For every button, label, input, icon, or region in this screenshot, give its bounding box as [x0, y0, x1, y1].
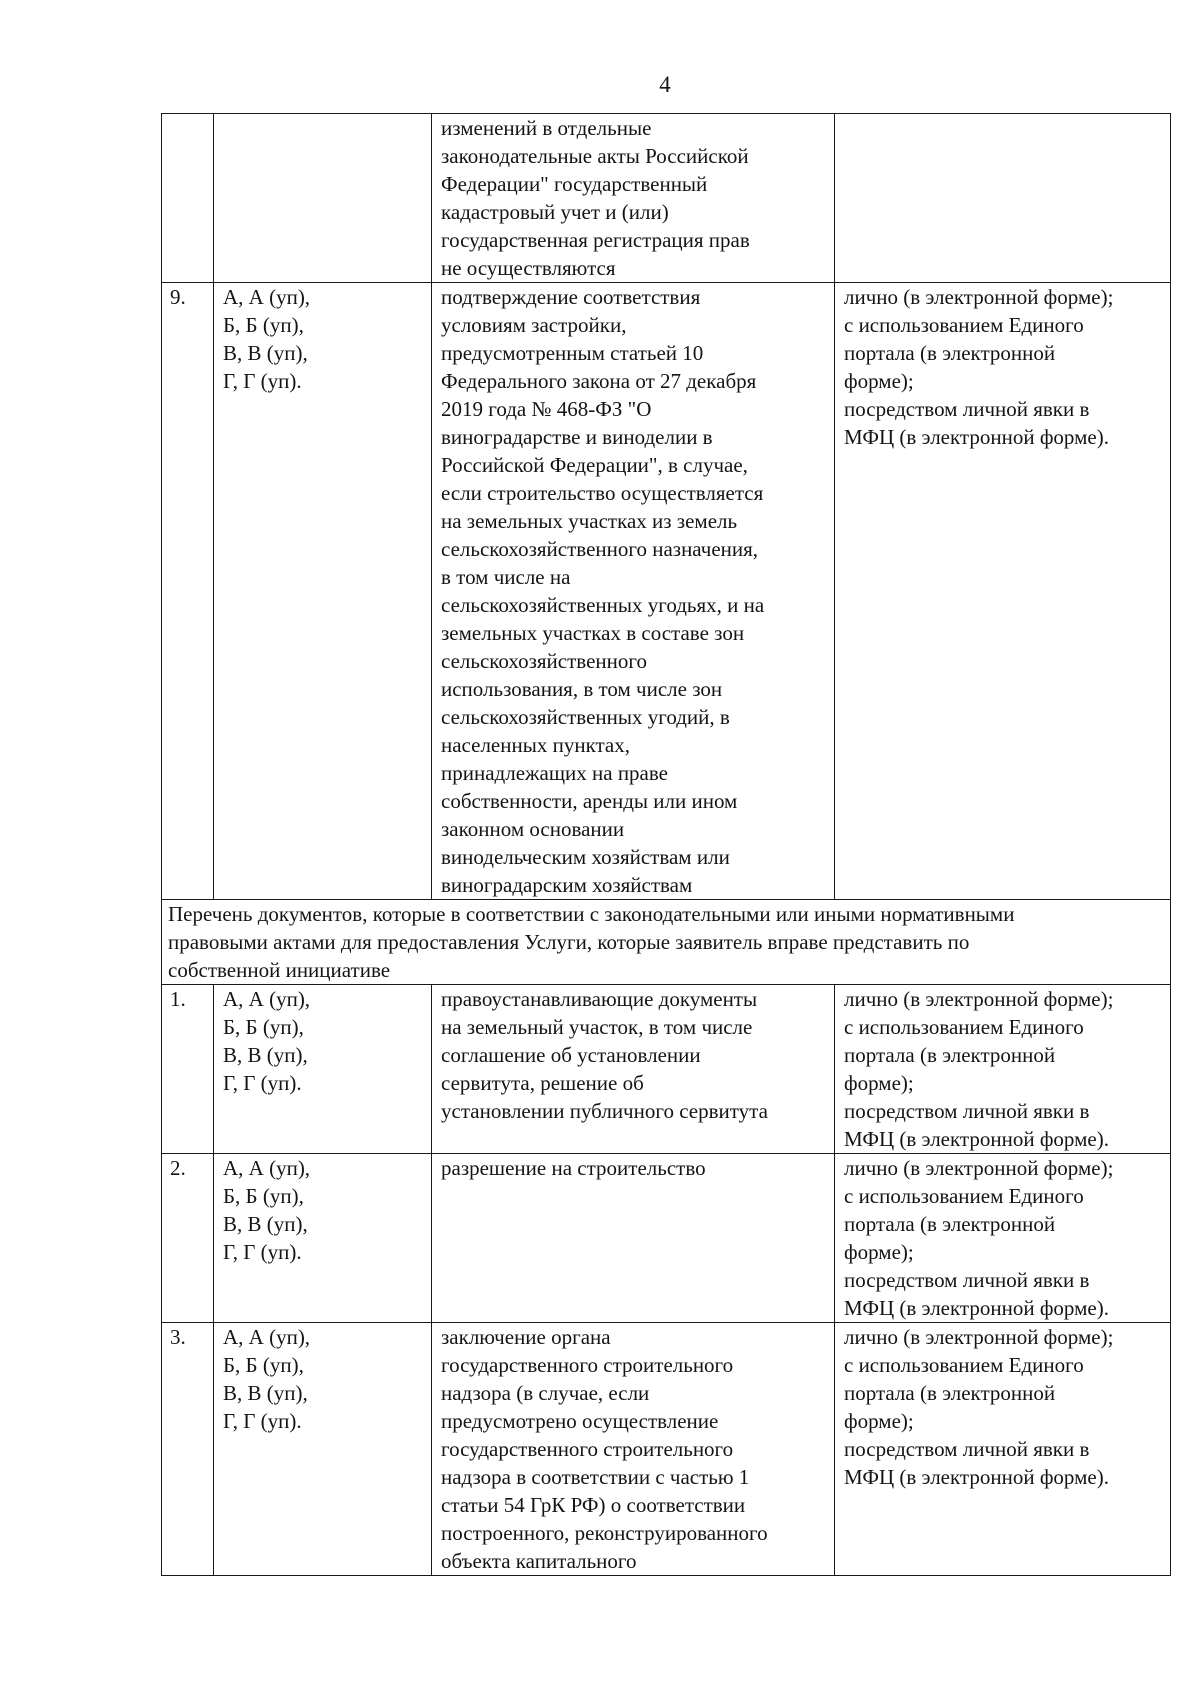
text-line: форме); — [844, 1240, 914, 1264]
text-line: правовыми актами для предоставления Услуги, которые заявитель вправе представить по — [168, 930, 970, 954]
text-line: правоустанавливающие документы — [441, 987, 758, 1011]
text-line: если строительство осуществляется — [441, 481, 764, 505]
text-line: в том числе на — [441, 565, 571, 589]
text-line: Федерального закона от 27 декабря — [441, 369, 757, 393]
text-line: МФЦ (в электронной форме). — [844, 1127, 1109, 1151]
text-line: В, В (уп), — [223, 341, 308, 365]
text-line: Перечень документов, которые в соответствии с законодательными или иными нормативными — [168, 902, 1015, 926]
text-line: МФЦ (в электронной форме). — [844, 425, 1109, 449]
text-line: предусмотренным статьей 10 — [441, 341, 704, 365]
table-row — [162, 283, 1171, 900]
text-line: объекта капитального — [441, 1549, 637, 1573]
text-line: В, В (уп), — [223, 1381, 308, 1405]
text-line: подтверждение соответствия — [441, 285, 701, 309]
submission-method-cell — [835, 1323, 1171, 1576]
text-line: Российской Федерации", в случае, — [441, 453, 748, 477]
text-line: государственного строительного — [441, 1353, 734, 1377]
text-line: земельных участках в составе зон — [441, 621, 745, 645]
text-line: заключение органа — [441, 1325, 611, 1349]
table-row — [162, 985, 1171, 1154]
text-line: портала (в электронной — [844, 1381, 1056, 1405]
text-line: использования, в том числе зон — [441, 677, 723, 701]
text-line: 2019 года № 468-ФЗ "О — [441, 397, 652, 421]
table-row — [162, 1323, 1171, 1576]
text-line: виноградарским хозяйствам — [441, 873, 693, 897]
text-line: Г, Г (уп). — [223, 1240, 302, 1264]
text-line: разрешение на строительство — [441, 1156, 706, 1180]
text-line: форме); — [844, 1409, 914, 1433]
text-line: МФЦ (в электронной форме). — [844, 1296, 1109, 1320]
text-line: надзора (в случае, если — [441, 1381, 650, 1405]
text-line: кадастровый учет и (или) — [441, 200, 669, 224]
text-line: соглашение об установлении — [441, 1043, 701, 1067]
applicants-cell — [214, 283, 432, 900]
text-line: законном основании — [441, 817, 625, 841]
text-line: Г, Г (уп). — [223, 1071, 302, 1095]
text-line: посредством личной явки в — [844, 397, 1090, 421]
text-line: форме); — [844, 369, 914, 393]
text-line: Б, Б (уп), — [223, 313, 304, 337]
submission-method-cell — [835, 985, 1171, 1154]
text-line: Б, Б (уп), — [223, 1015, 304, 1039]
text-line: статьи 54 ГрК РФ) о соответствии — [441, 1493, 746, 1517]
section-header-row — [162, 900, 1171, 985]
text-line: не осуществляются — [441, 256, 616, 280]
text-line: собственной инициативе — [168, 958, 391, 982]
text-line: государственная регистрация прав — [441, 228, 750, 252]
text-line: Б, Б (уп), — [223, 1353, 304, 1377]
applicants-cell — [214, 114, 432, 283]
text-line: законодательные акты Российской — [441, 144, 749, 168]
applicants-cell — [214, 1154, 432, 1323]
text-line: виноградарстве и виноделии в — [441, 425, 713, 449]
text-line: с использованием Единого — [844, 1015, 1084, 1039]
text-line: сервитута, решение об — [441, 1071, 644, 1095]
table-row — [162, 114, 1171, 283]
text-line: портала (в электронной — [844, 341, 1056, 365]
row-number-cell: 2. — [162, 1154, 214, 1323]
text-line: лично (в электронной форме); — [844, 1325, 1114, 1349]
text-line: лично (в электронной форме); — [844, 1156, 1114, 1180]
text-line: посредством личной явки в — [844, 1437, 1090, 1461]
text-line: построенного, реконструированного — [441, 1521, 768, 1545]
text-line: форме); — [844, 1071, 914, 1095]
text-line: Г, Г (уп). — [223, 369, 302, 393]
text-line: МФЦ (в электронной форме). — [844, 1465, 1109, 1489]
document-cell — [432, 114, 835, 283]
text-line: лично (в электронной форме); — [844, 285, 1114, 309]
text-line: В, В (уп), — [223, 1212, 308, 1236]
documents-table — [161, 113, 1171, 1576]
text-line: сельскохозяйственных угодьях, и на — [441, 593, 765, 617]
text-line: собственности, аренды или ином — [441, 789, 738, 813]
text-line: Федерации" государственный — [441, 172, 708, 196]
row-number-cell: 3. — [162, 1323, 214, 1576]
text-line: Б, Б (уп), — [223, 1184, 304, 1208]
text-line: портала (в электронной — [844, 1212, 1056, 1236]
document-cell — [432, 1323, 835, 1576]
text-line: населенных пунктах, — [441, 733, 630, 757]
text-line: А, А (уп), — [223, 285, 311, 309]
document-cell — [432, 1154, 835, 1323]
text-line: условиям застройки, — [441, 313, 627, 337]
text-line: А, А (уп), — [223, 987, 311, 1011]
section-header-cell — [162, 900, 1171, 985]
text-line: на земельный участок, в том числе — [441, 1015, 753, 1039]
row-number-cell: 1. — [162, 985, 214, 1154]
text-line: надзора в соответствии с частью 1 — [441, 1465, 750, 1489]
text-line: с использованием Единого — [844, 1184, 1084, 1208]
page-number: 4 — [659, 72, 671, 97]
submission-method-cell — [835, 1154, 1171, 1323]
document-cell — [432, 283, 835, 900]
submission-method-cell — [835, 114, 1171, 283]
text-line: винодельческим хозяйствам или — [441, 845, 730, 869]
text-line: на земельных участках из земель — [441, 509, 738, 533]
document-cell — [432, 985, 835, 1154]
text-line: принадлежащих на праве — [441, 761, 668, 785]
table-row — [162, 1154, 1171, 1323]
text-line: посредством личной явки в — [844, 1099, 1090, 1123]
text-line: государственного строительного — [441, 1437, 734, 1461]
text-line: установлении публичного сервитута — [441, 1099, 768, 1123]
text-line: портала (в электронной — [844, 1043, 1056, 1067]
text-line: посредством личной явки в — [844, 1268, 1090, 1292]
text-line: Г, Г (уп). — [223, 1409, 302, 1433]
text-line: А, А (уп), — [223, 1325, 311, 1349]
text-line: сельскохозяйственного назначения, — [441, 537, 759, 561]
text-line: В, В (уп), — [223, 1043, 308, 1067]
row-number-cell — [162, 114, 214, 283]
text-line: с использованием Единого — [844, 1353, 1084, 1377]
text-line: сельскохозяйственных угодий, в — [441, 705, 730, 729]
row-number-cell: 9. — [162, 283, 214, 900]
submission-method-cell — [835, 283, 1171, 900]
applicants-cell — [214, 1323, 432, 1576]
text-line: с использованием Единого — [844, 313, 1084, 337]
text-line: сельскохозяйственного — [441, 649, 647, 673]
text-line: А, А (уп), — [223, 1156, 311, 1180]
text-line: изменений в отдельные — [441, 116, 652, 140]
applicants-cell — [214, 985, 432, 1154]
text-line: предусмотрено осуществление — [441, 1409, 719, 1433]
text-line: лично (в электронной форме); — [844, 987, 1114, 1011]
